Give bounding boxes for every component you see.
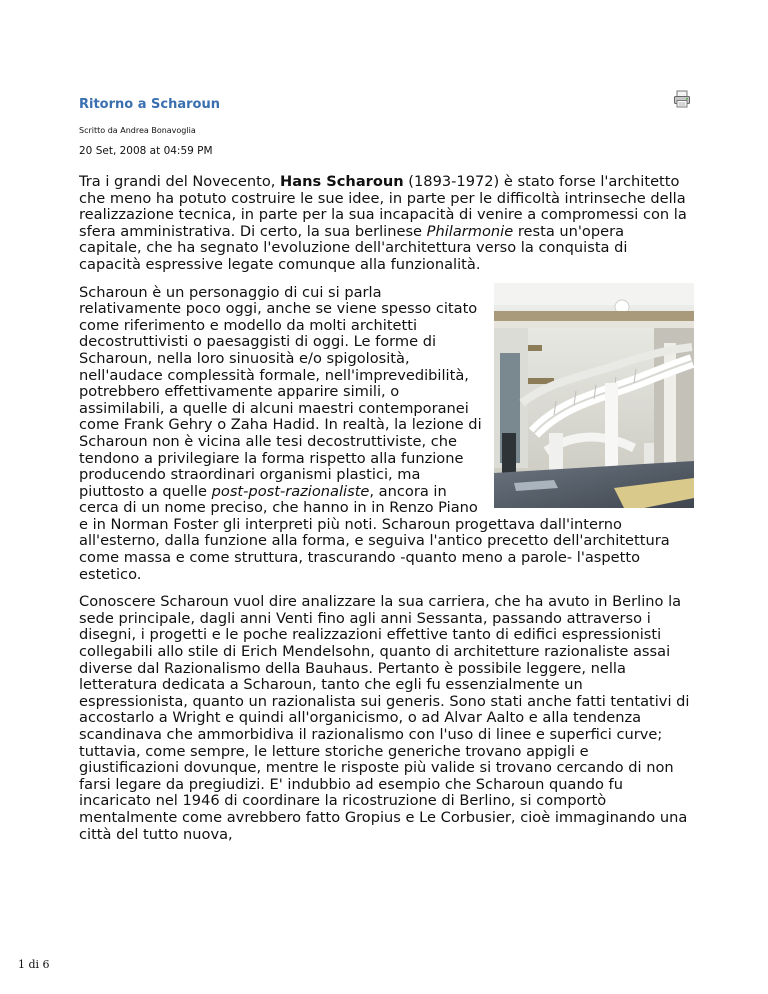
italic-term: post-post-razionaliste	[211, 482, 370, 500]
author-line: Scritto da Andrea Bonavoglia	[79, 126, 196, 135]
bold-name: Hans Scharoun	[280, 173, 404, 190]
staircase-photo	[494, 283, 694, 508]
publish-date: 20 Set, 2008 at 04:59 PM	[79, 145, 213, 157]
article-body	[79, 174, 691, 854]
page-number: 1 di 6	[18, 958, 50, 971]
italic-title: Philarmonie	[426, 222, 514, 240]
paragraph-intro: Tra i grandi del Novecento, Hans Scharoun (1893-1972) è stato forse l'architetto che meno ha potuto costruire le sue idee, in parte per le difficoltà intrinseche della realizzazione tecnica, in parte per la sua incapacità di venire a compromessi con la sfera amministrativa. Di certo, la sua berlinese Philarmonie resta un'opera capitale, che ha segnato l'evoluzione dell'architettura verso la conquista di capacità espressive legate comunque alla funzionalità.	[79, 173, 687, 273]
paragraph-two: Scharoun è un personaggio di cui si parla relativamente poco oggi, anche se viene spesso citato come riferimento e modello da molti architetti decostruttivisti o paesaggisti di oggi. Le forme di Scharoun, nella loro sinuosità e/o spigolosità, nell'audace complessità formale, nell'imprevedibilità, potrebbero effettivamente apparire simili, o assimilabili, a quelle di alcuni maestri contemporanei come Frank Gehry o Zaha Hadid. In realtà, la lezione di Scharoun non è vicina alle tesi decostruttiviste, che tendono a privilegiare la forma rispetto alla funzione producendo straordinari organismi plastici, ma piuttosto a quelle post-post-razionaliste, ancora in cerca di un nome preciso, che hanno in in Renzo Piano e in Norman Foster gli interpreti più noti. Scharoun progettava dall'interno all'esterno, dalla funzione alla forma, e seguiva l'antico precetto dell'architettura come massa e come struttura, trascurando -quanto meno a parole- l'aspetto estetico.	[79, 285, 691, 584]
article-title[interactable]: Ritorno a Scharoun	[79, 97, 220, 112]
paragraph-three: Conoscere Scharoun vuol dire analizzare la sua carriera, che ha avuto in Berlino la sede principale, dagli anni Venti fino agli anni Sessanta, passando attraverso i disegni, i progetti e le poche realizzazioni effettive tanto di edifici espressionisti collegabili allo stile di Erich Mendelsohn, quanto di architetture razionaliste assai diverse dal Razionalismo della Bauhaus. Pertanto è possibile leggere, nella letteratura dedicata a Scharoun, tanto che egli fu essenzialmente un espressionista, quanto un razionalista sui generis. Sono stati anche fatti tentativi di accostarlo a Wright e quindi all'organicismo, o ad Alvar Aalto e alla tendenza scandinava che ammorbidiva il razionalismo con l'uso di linee e superfici curve; tuttavia, come sempre, le letture storiche generiche trovano appigli e giustificazioni dovunque, mentre le risposte più valide si trovano cercando di non farsi legare da pregiudizi. E' indubbio ad esempio che Scharoun quando fu incaricato nel 1946 di coordinare la ricostruzione di Berlino, si comportò mentalmente come avrebbero fatto Gropius e Le Corbusier, cioè immaginando una città del tutto nuova,	[79, 593, 690, 843]
print-icon[interactable]	[673, 90, 691, 108]
